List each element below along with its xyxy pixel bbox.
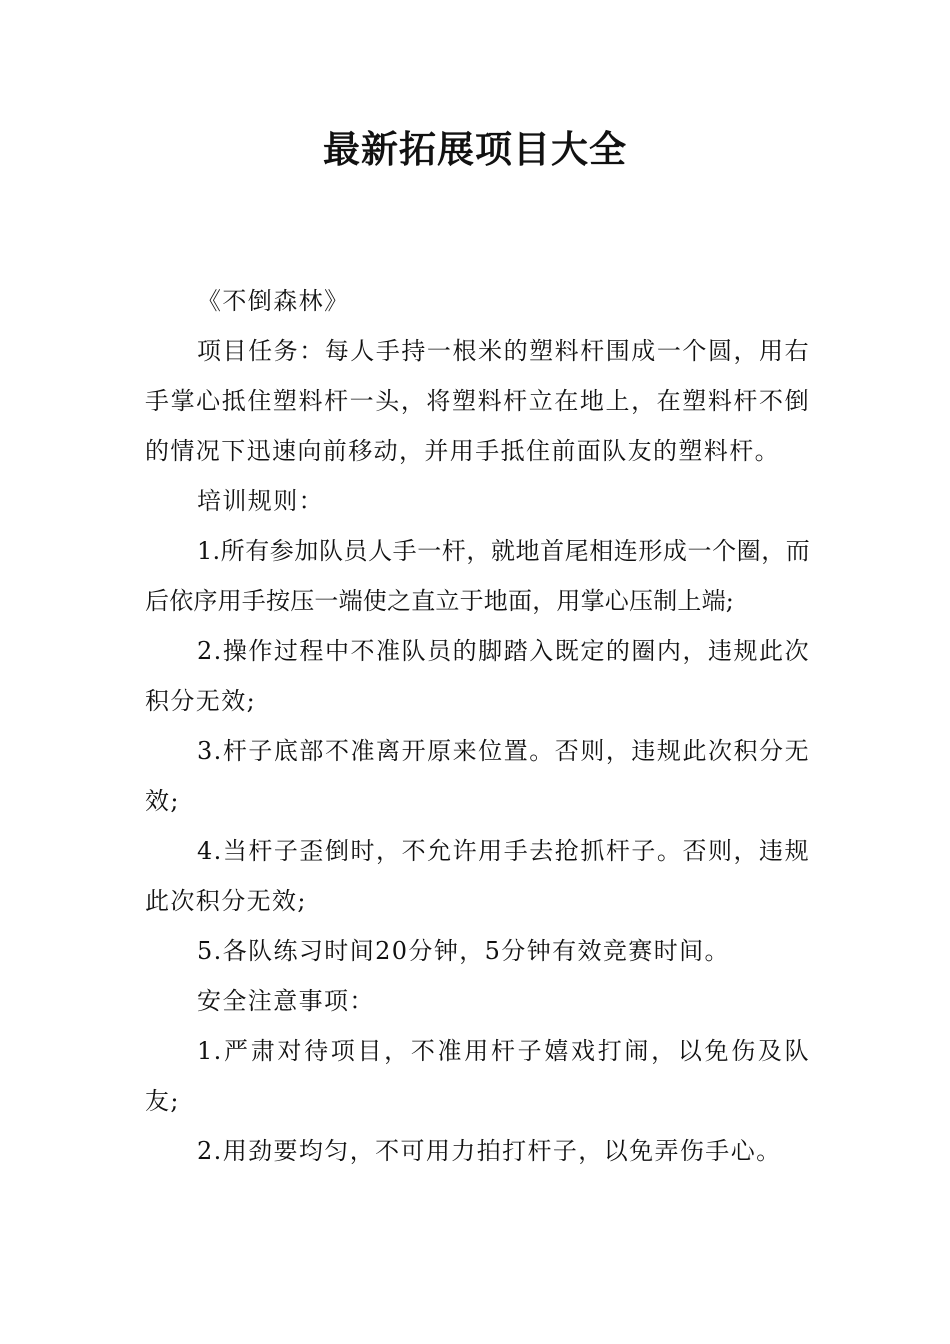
section-heading-rules: 培训规则： (197, 487, 324, 515)
rule-item-4: 4.当杆子歪倒时，不允许用手去抢抓杆子。否则，违规此次积分无效; (145, 837, 810, 915)
page-title: 最新拓展项目大全 (323, 128, 627, 171)
paragraph-task: 项目任务：每人手持一根米的塑料杆围成一个圆，用右手掌心抵住塑料杆一头，将塑料杆立在地上，在塑料杆不倒的情况下迅速向前移动，并用手抵住前面队友的塑料杆。 (145, 337, 810, 465)
rule-item-2: 2.操作过程中不准队员的脚踏入既定的圈内，违规此次积分无效; (145, 637, 810, 715)
safety-item-2: 2.用劲要均匀，不可用力拍打杆子，以免弄伤手心。 (197, 1137, 782, 1165)
section-heading-game-name: 《不倒森林》 (197, 287, 350, 315)
section-heading-safety: 安全注意事项： (197, 987, 375, 1015)
safety-item-1: 1.严肃对待项目，不准用杆子嬉戏打闹，以免伤及队友; (145, 1037, 810, 1115)
rule-item-3: 3.杆子底部不准离开原来位置。否则，违规此次积分无效; (145, 737, 810, 815)
rule-item-5: 5.各队练习时间20分钟，5分钟有效竞赛时间。 (197, 937, 730, 965)
rule-item-1: 1.所有参加队员人手一杆，就地首尾相连形成一个圈，而后依序用手按压一端使之直立于地面，用掌心压制上端; (145, 537, 810, 615)
document-body (145, 276, 810, 1176)
